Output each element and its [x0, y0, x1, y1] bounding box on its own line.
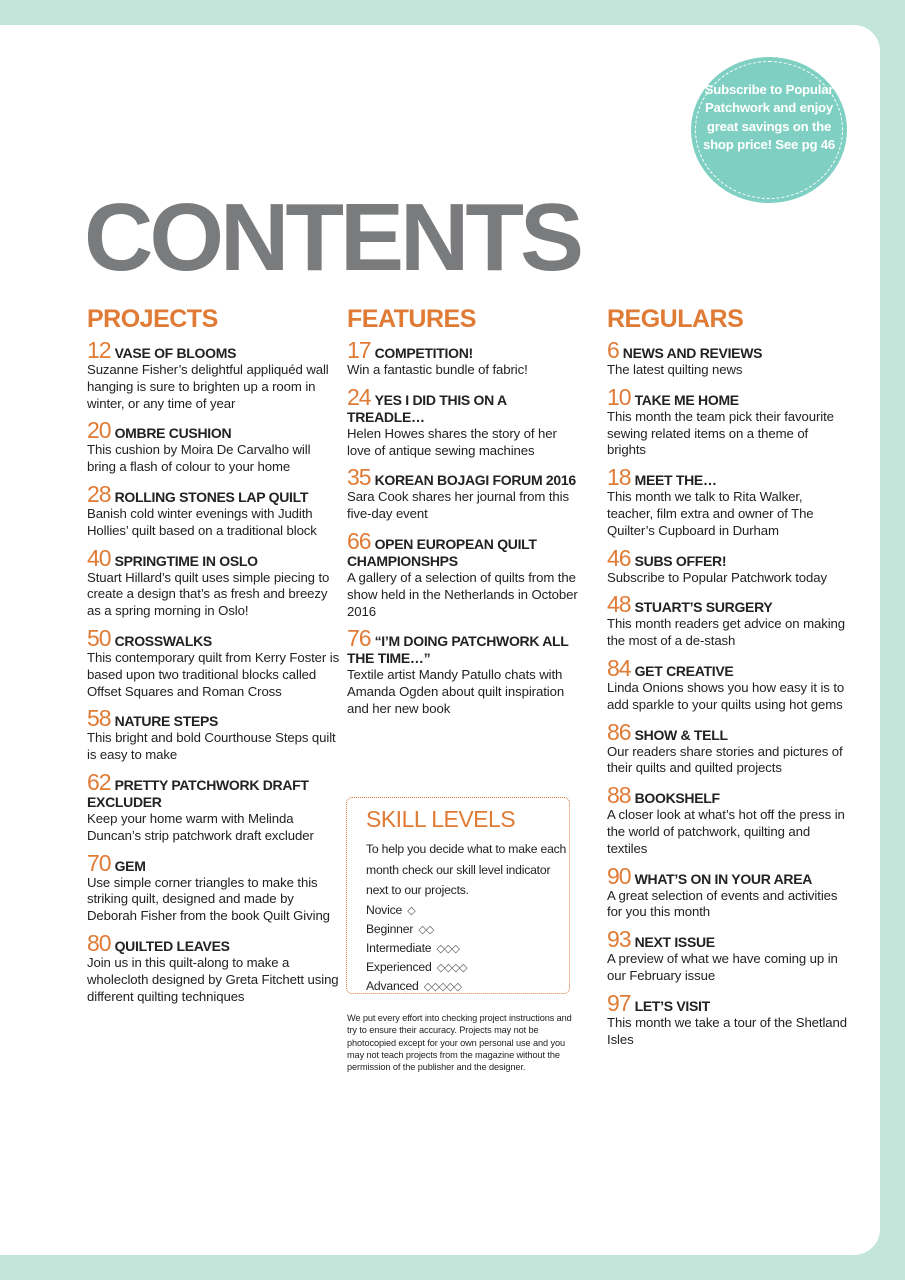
- entry-title-text: PRETTY PATCHWORK DRAFT EXCLUDER: [87, 776, 309, 810]
- entry-title: [607, 337, 847, 363]
- page-number: 86: [607, 718, 631, 745]
- entry-description: Suzanne Fisher’s delightful appliquéd wall hanging is sure to brighten up a room in winter, or any time of year: [87, 362, 329, 411]
- entry-description: This month we take a tour of the Shetland Isles: [607, 1014, 848, 1047]
- contents-entry[interactable]: [607, 782, 847, 857]
- entry-description: A gallery of a selection of quilts from the show held in the Netherlands in October 2016: [347, 569, 578, 619]
- entry-title: [87, 849, 342, 876]
- skill-level-label: Novice: [366, 902, 403, 917]
- skill-level-row: [366, 977, 569, 996]
- skill-level-row: [366, 939, 569, 958]
- diamond-icon: ◇◇: [418, 923, 434, 936]
- page-number: 12: [87, 337, 111, 363]
- projects-column: [87, 303, 342, 1015]
- entry-description: This contemporary quilt from Kerry Foster is based upon two traditional blocks called Offset Squares and Roman Cross: [87, 649, 340, 699]
- page-number: 84: [607, 654, 631, 681]
- skill-levels-list: [366, 901, 569, 997]
- entry-title-text: NATURE STEPS: [114, 713, 219, 730]
- skill-level-label: Advanced: [366, 979, 419, 994]
- entry-description: This month we talk to Rita Walker, teacher, film extra and owner of The Quilter’s Cupboard in Durham: [607, 489, 814, 538]
- entry-description: Banish cold winter evenings with Judith Hollies’ quilt based on a traditional block: [87, 505, 317, 538]
- entry-description: Linda Onions shows you how easy it is to add sparkle to your quilts using hot gems: [607, 679, 845, 712]
- page-number: 10: [607, 383, 631, 410]
- skill-level-label: Intermediate: [366, 940, 432, 955]
- contents-entry[interactable]: [87, 480, 342, 540]
- page-number: 35: [347, 464, 371, 491]
- skill-levels-box: [346, 797, 570, 994]
- disclaimer-text: We put every effort into checking project instructions and try to ensure their accuracy. Projects may not be photocopied except for your own personal use and you may not teach projects from the magazine without the permission of the publisher and the designer.: [347, 1013, 572, 1073]
- page-number: 70: [87, 849, 111, 876]
- contents-entry[interactable]: [607, 989, 848, 1049]
- entries-list: [87, 337, 342, 1005]
- skill-level-label: Beginner: [366, 921, 414, 936]
- entry-title-text: SPRINGTIME IN OSLO: [114, 552, 258, 569]
- entry-description: Win a fantastic bundle of fabric!: [347, 362, 528, 377]
- regulars-column: [607, 303, 847, 1058]
- entry-title: [347, 337, 582, 363]
- entry-title-text: WHAT’S ON IN YOUR AREA: [634, 870, 813, 887]
- entry-title-text: GEM: [114, 857, 146, 874]
- entry-description: The latest quilting news: [607, 362, 743, 377]
- entry-description: A great selection of events and activities for you this month: [607, 887, 838, 920]
- features-column: [347, 303, 582, 728]
- column-heading: FEATURES: [347, 305, 476, 333]
- entry-title: [607, 718, 847, 745]
- entry-title-text: YES I DID THIS ON A TREADLE…: [347, 391, 507, 425]
- entry-title-text: NEXT ISSUE: [634, 934, 715, 951]
- skill-levels-title: SKILL LEVELS: [366, 806, 516, 832]
- badge-text: Subscribe to Popular Patchwork and enjoy great savings on the shop price! See pg 46: [702, 82, 836, 152]
- diamond-icon: ◇◇◇◇◇: [423, 981, 462, 994]
- entry-description: This month readers get advice on making the most of a de-stash: [607, 616, 845, 649]
- entry-title-text: QUILTED LEAVES: [114, 937, 230, 954]
- contents-entry[interactable]: [607, 544, 847, 587]
- entry-title-text: SHOW & TELL: [634, 726, 728, 743]
- column-heading: PROJECTS: [87, 305, 218, 333]
- entry-description: A closer look at what’s hot off the press in the world of patchwork, quilting and textiles: [607, 807, 845, 856]
- contents-entry[interactable]: [347, 383, 582, 460]
- entry-title-text: VASE OF BLOOMS: [114, 345, 237, 361]
- entry-title-text: “I’M DOING PATCHWORK ALL THE TIME…”: [347, 633, 569, 667]
- entry-title: [87, 929, 342, 956]
- entry-title-text: OMBRE CUSHION: [114, 425, 232, 442]
- entry-title: [607, 591, 847, 618]
- entry-description: Subscribe to Popular Patchwork today: [607, 569, 827, 585]
- skill-level-row: [366, 958, 569, 977]
- entry-title: [347, 464, 582, 491]
- entry-title: [607, 464, 847, 491]
- entry-description: Stuart Hillard’s quilt uses simple piecing to create a design that’s as fresh and breezy as a spring morning in Oslo!: [87, 569, 330, 619]
- diamond-icon: ◇◇◇◇: [436, 962, 467, 975]
- contents-entry[interactable]: [607, 337, 847, 379]
- entry-description: This month the team pick their favourite sewing related items on a theme of brights: [607, 408, 834, 458]
- entry-title: [87, 544, 342, 571]
- entry-title: [87, 417, 342, 444]
- page-number: 18: [607, 464, 631, 491]
- contents-entry[interactable]: [607, 383, 847, 459]
- entry-description: This cushion by Moira De Carvalho will bring a flash of colour to your home: [87, 442, 311, 475]
- contents-entry[interactable]: [607, 862, 847, 922]
- page-number: 48: [607, 591, 631, 618]
- entries-list: [347, 337, 582, 718]
- contents-entry[interactable]: [87, 417, 342, 476]
- entry-title: [347, 383, 582, 426]
- page-number: 62: [87, 768, 111, 795]
- diamond-icon: ◇: [407, 904, 415, 917]
- entry-title-text: TAKE ME HOME: [634, 391, 739, 408]
- entry-description: Sara Cook shares her journal from this five-day event: [347, 489, 569, 522]
- entry-description: Use simple corner triangles to make this striking quilt, designed and made by Deborah Fisher from the book Quilt Giving: [87, 874, 330, 924]
- entry-title-text: NEWS AND REVIEWS: [622, 345, 763, 361]
- page-number: 20: [87, 417, 111, 444]
- contents-entry[interactable]: [607, 654, 847, 714]
- page-number: 17: [347, 337, 371, 363]
- column-heading: REGULARS: [607, 305, 744, 333]
- page-title: CONTENTS: [84, 184, 580, 291]
- entry-title-text: GET CREATIVE: [634, 662, 734, 679]
- entry-title: [87, 768, 342, 811]
- entry-title: [607, 989, 847, 1016]
- entry-title-text: BOOKSHELF: [634, 790, 720, 807]
- entry-title: [607, 654, 847, 681]
- skill-level-row: [366, 920, 569, 939]
- page-number: 58: [87, 705, 111, 732]
- entry-title: [87, 337, 342, 363]
- entry-title: [87, 480, 342, 507]
- contents-entry[interactable]: [87, 544, 342, 620]
- contents-entry[interactable]: [347, 464, 582, 523]
- page-number: 90: [607, 862, 631, 889]
- contents-entry[interactable]: [607, 591, 847, 650]
- page-number: 80: [87, 929, 111, 956]
- entry-title-text: OPEN EUROPEAN QUILT CHAMPIONSHPS: [347, 535, 537, 569]
- page-number: 88: [607, 782, 631, 809]
- page-number: 97: [607, 989, 631, 1016]
- page-number: 93: [607, 926, 631, 953]
- entry-description: Helen Howes shares the story of her love of antique sewing machines: [347, 425, 557, 458]
- contents-entry[interactable]: [607, 718, 847, 778]
- entry-description: Textile artist Mandy Patullo chats with Amanda Ogden about quilt inspiration and her new book: [347, 667, 565, 716]
- entry-description: Our readers share stories and pictures of their quilts and quilted projects: [607, 743, 843, 776]
- page-number: 50: [87, 624, 111, 651]
- entry-title: [87, 624, 342, 651]
- contents-entry[interactable]: [87, 929, 342, 1005]
- subscribe-badge[interactable]: [691, 57, 847, 203]
- entry-title-text: KOREAN BOJAGI FORUM 2016: [374, 472, 576, 489]
- page-number: 76: [347, 625, 371, 652]
- entry-description: This bright and bold Courthouse Steps quilt is easy to make: [87, 730, 336, 763]
- contents-entry[interactable]: [607, 464, 847, 539]
- entry-title: [607, 544, 847, 571]
- page-number: 40: [87, 544, 111, 571]
- page-number: 66: [347, 527, 371, 554]
- entry-title-text: COMPETITION!: [374, 345, 473, 361]
- skill-level-row: [366, 901, 569, 920]
- diamond-icon: ◇◇◇: [436, 942, 459, 955]
- page-number: 24: [347, 383, 371, 410]
- entry-title: [607, 383, 847, 410]
- contents-entry[interactable]: [87, 705, 342, 764]
- page-number: 28: [87, 480, 111, 507]
- entry-title-text: LET’S VISIT: [634, 997, 710, 1014]
- entry-title: [347, 527, 582, 570]
- contents-entry[interactable]: [347, 527, 582, 620]
- contents-entry[interactable]: [347, 625, 582, 717]
- entry-title: [607, 926, 847, 953]
- page-number: 6: [607, 337, 619, 363]
- contents-entry[interactable]: [347, 337, 582, 379]
- contents-entry[interactable]: [87, 849, 342, 925]
- contents-entry[interactable]: [607, 926, 847, 985]
- contents-entry[interactable]: [87, 624, 342, 700]
- contents-entry[interactable]: [87, 768, 342, 845]
- page-number: 46: [607, 544, 631, 571]
- entry-title: [347, 625, 582, 667]
- entries-list: [607, 337, 848, 1048]
- entry-title-text: ROLLING STONES LAP QUILT: [114, 488, 309, 505]
- entry-title-text: STUART’S SURGERY: [634, 599, 773, 616]
- entry-title-text: MEET THE…: [634, 472, 717, 489]
- entry-title: [607, 862, 847, 889]
- entry-description: Keep your home warm with Melinda Duncan’s strip patchwork draft excluder: [87, 810, 314, 843]
- entry-title: [607, 782, 847, 809]
- entry-title-text: SUBS OFFER!: [634, 552, 727, 569]
- contents-entry[interactable]: [87, 337, 342, 412]
- entry-title-text: CROSSWALKS: [114, 632, 212, 649]
- entry-description: A preview of what we have coming up in our February issue: [607, 951, 838, 983]
- entry-title: [87, 705, 342, 732]
- skill-level-label: Experienced: [366, 960, 432, 975]
- entry-description: Join us in this quilt-along to make a wholecloth designed by Greta Fitchett using different quilting techniques: [87, 954, 339, 1004]
- skill-levels-description: To help you decide what to make each month check our skill level indicator next to our projects.: [366, 842, 567, 897]
